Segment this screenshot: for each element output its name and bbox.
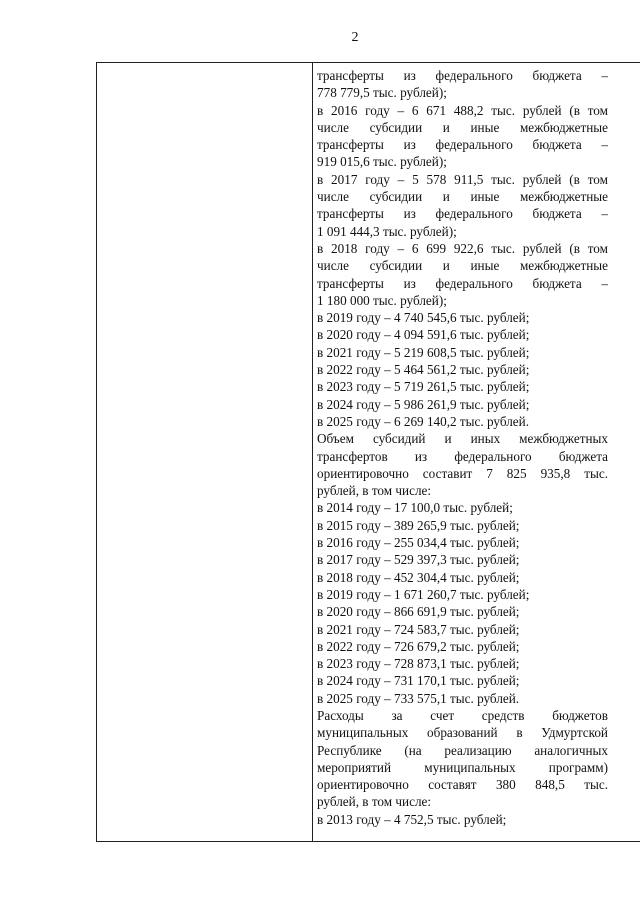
text-line: в 2023 году – 5 719 261,5 тыс. рублей; [317,379,530,395]
text-line: трансферты из федерального бюджета – [317,137,608,153]
text-line: Расходы за счет средств бюджетов [317,707,608,723]
text-line: трансфертов из федерального бюджета [317,448,608,464]
text-line: трансферты из федерального бюджета – [317,275,608,291]
text-line: в 2020 году – 4 094 591,6 тыс. рублей; [317,327,530,343]
budget-text-column [317,67,608,828]
text-line: в 2018 году – 452 304,4 тыс. рублей; [317,569,520,585]
text-line: в 2020 году – 866 691,9 тыс. рублей; [317,604,520,620]
text-line: 919 015,6 тыс. рублей); [317,154,447,170]
text-line: в 2015 году – 389 265,9 тыс. рублей; [317,517,520,533]
text-line: числе субсидии и иные межбюджетные [317,258,608,274]
text-line: муниципальных образований в Удмуртской [317,725,608,741]
text-line: в 2017 году – 5 578 911,5 тыс. рублей (в том [317,171,608,187]
text-line: в 2025 году – 733 575,1 тыс. рублей. [317,690,520,706]
text-line: 1 091 444,3 тыс. рублей); [317,223,457,239]
text-line: в 2021 году – 724 583,7 тыс. рублей; [317,621,520,637]
text-line: в 2022 году – 726 679,2 тыс. рублей; [317,638,520,654]
text-line: 1 180 000 тыс. рублей); [317,292,447,308]
text-line: в 2025 году – 6 269 140,2 тыс. рублей. [317,413,529,429]
text-line: трансферты из федерального бюджета – [317,68,608,83]
text-line: трансферты из федерального бюджета – [317,206,608,222]
text-line: Республике (на реализацию аналогичных [317,742,608,758]
text-line: в 2024 году – 5 986 261,9 тыс. рублей; [317,396,530,412]
text-line: в 2014 году – 17 100,0 тыс. рублей; [317,500,513,516]
text-line: в 2022 году – 5 464 561,2 тыс. рублей; [317,362,530,378]
column-divider [312,62,313,842]
text-line: ориентировочно составит 7 825 935,8 тыс. [317,465,608,481]
text-line: числе субсидии и иные межбюджетные [317,119,608,135]
text-line: в 2018 году – 6 699 922,6 тыс. рублей (в том [317,240,608,256]
text-line: в 2017 году – 529 397,3 тыс. рублей; [317,552,520,568]
text-line: в 2013 году – 4 752,5 тыс. рублей; [317,811,507,827]
text-line: в 2016 году – 6 671 488,2 тыс. рублей (в том [317,102,608,118]
text-line: в 2021 году – 5 219 608,5 тыс. рублей; [317,344,530,360]
text-line: в 2016 году – 255 034,4 тыс. рублей; [317,535,520,551]
page-number: 2 [351,30,359,45]
text-line: в 2024 году – 731 170,1 тыс. рублей; [317,673,520,689]
text-line: рублей, в том числе: [317,483,432,499]
text-line: в 2019 году – 1 671 260,7 тыс. рублей; [317,586,530,602]
text-line: в 2023 году – 728 873,1 тыс. рублей; [317,656,520,672]
text-line: 778 779,5 тыс. рублей); [317,85,447,101]
text-line: мероприятий муниципальных программ) [317,759,608,775]
text-line: в 2019 году – 4 740 545,6 тыс. рублей; [317,310,530,326]
text-line: Объем субсидий и иных межбюджетных [317,431,608,447]
text-line: числе субсидии и иные межбюджетные [317,189,608,205]
text-line: ориентировочно составят 380 848,5 тыс. [317,777,608,793]
text-line: рублей, в том числе: [317,794,432,810]
